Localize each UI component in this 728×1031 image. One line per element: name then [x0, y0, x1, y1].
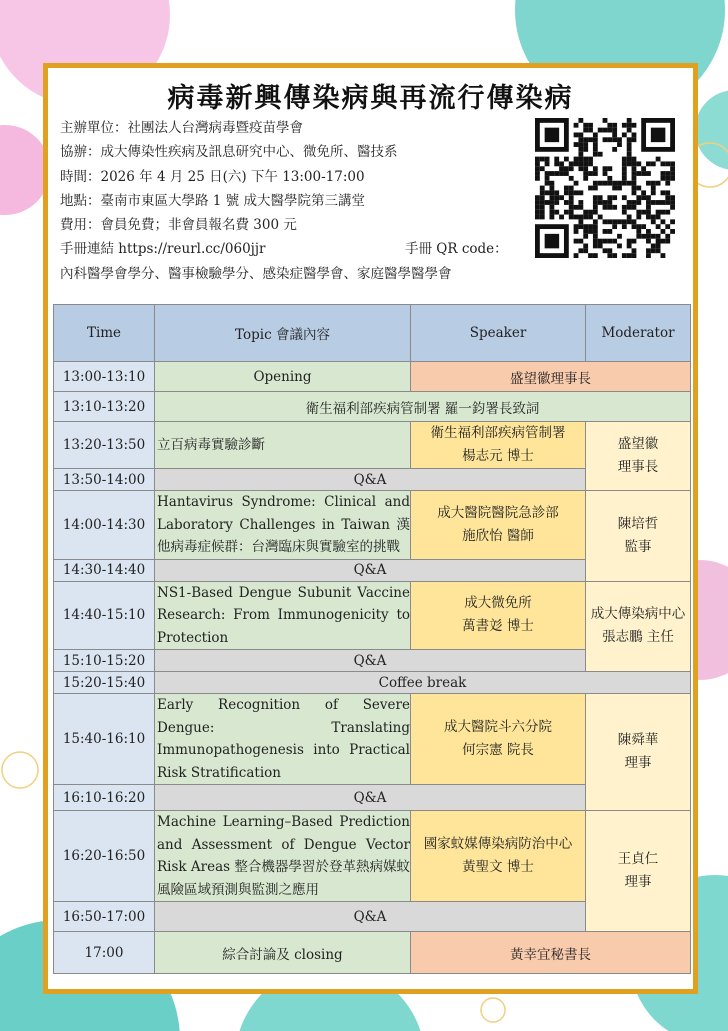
table-row	[54, 392, 691, 422]
table-row	[54, 672, 691, 694]
topic-cell: NS1-Based Dengue Subunit Vaccine Research: From Immunogenicity to Protection	[155, 581, 411, 650]
header-time: Time	[54, 305, 155, 362]
moderator-name: 王貞仁	[617, 851, 659, 867]
topic-cell: Opening	[155, 362, 411, 392]
time-cell: 13:20-13:50	[54, 422, 155, 469]
table-row	[54, 811, 691, 902]
qa-cell: Q&A	[155, 785, 586, 811]
table-row	[54, 362, 691, 392]
table-row	[54, 694, 691, 785]
moderator-title: 理事	[624, 755, 652, 771]
time-cell: 13:00-13:10	[54, 362, 155, 392]
time-cell: 14:30-14:40	[54, 559, 155, 581]
time-cell: 14:40-15:10	[54, 581, 155, 650]
event-info	[60, 116, 508, 286]
qa-cell: Q&A	[155, 902, 586, 932]
table-row	[54, 581, 691, 650]
break-cell: Coffee break	[155, 672, 691, 694]
qr-code-icon[interactable]	[535, 118, 675, 258]
topic-cell: Machine Learning–Based Prediction and Assessment of Dengue Vector Risk Areas 整合機器學習於登革熱病媒蚊風險區域預測與監測之應用	[155, 811, 411, 902]
moderator-cell	[586, 581, 691, 672]
moderator-title: 張志鵬 主任	[602, 629, 674, 646]
poster-frame	[43, 63, 698, 994]
organizer: 主辦單位：社團法人台灣病毒暨疫苗學會	[60, 120, 303, 136]
topic-cell: Early Recognition of Severe Dengue: Translating Immunopathogenesis into Practical Risk Stratification	[155, 694, 411, 785]
moderator-name: 成大傳染病中心	[590, 606, 686, 623]
speaker-affiliation: 成大醫院醫院急診部	[437, 504, 559, 521]
time-cell: 17:00	[54, 932, 155, 974]
time-cell: 16:10-16:20	[54, 785, 155, 811]
table-row	[54, 491, 691, 560]
time-cell: 14:00-14:30	[54, 491, 155, 560]
speaker-cell	[411, 811, 586, 902]
handbook-qr-label: 手冊 QR code：	[405, 241, 508, 258]
moderator-title: 理事長	[617, 459, 659, 475]
table-header-row	[54, 305, 691, 362]
poster-title: 病毒新興傳染病與再流行傳染病	[167, 83, 574, 114]
speaker-name: 萬書彣 博士	[462, 618, 534, 635]
moderator-title: 理事	[624, 874, 652, 890]
event-fee: 費用：會員免費；非會員報名費 300 元	[60, 217, 297, 234]
speaker-affiliation: 成大微免所	[464, 595, 532, 612]
speaker-cell	[411, 694, 586, 785]
speaker-affiliation: 衛生福利部疾病管制署	[430, 425, 566, 441]
moderator-cell	[586, 422, 691, 491]
topic-cell: 綜合討論及 closing	[155, 932, 411, 974]
speaker-cell	[411, 491, 586, 560]
moderator-cell	[586, 811, 691, 932]
speaker-name: 楊志元 博士	[462, 448, 534, 464]
speaker-cell	[411, 581, 586, 650]
speaker-name: 黃聖文 博士	[462, 859, 534, 875]
header-moderator: Moderator	[586, 305, 691, 362]
event-location: 地點：臺南市東區大學路 1 號 成大醫學院第三講堂	[60, 192, 365, 209]
time-cell: 15:10-15:20	[54, 650, 155, 672]
topic-cell: Hantavirus Syndrome: Clinical and Laboratory Challenges in Taiwan 漢他病毒症候群：台灣臨床與實驗室的挑戰	[155, 491, 411, 560]
handbook-link[interactable]: 手冊連結 https://reurl.cc/060jjr	[60, 241, 266, 258]
speaker-name: 何宗憲 院長	[462, 742, 534, 758]
time-cell: 16:50-17:00	[54, 902, 155, 932]
speaker-affiliation: 成大醫院斗六分院	[444, 719, 552, 735]
time-cell: 15:20-15:40	[54, 672, 155, 694]
event-time: 時間：2026 年 4 月 25 日(六) 下午 13:00-17:00	[60, 168, 365, 185]
credits: 內科醫學會學分、醫事檢驗學分、感染症醫學會、家庭醫學醫學會	[60, 265, 452, 282]
moderator-name: 陳培哲	[617, 515, 659, 532]
speaker-affiliation: 國家蚊媒傳染病防治中心	[423, 836, 573, 852]
header-topic: Topic 會議內容	[155, 305, 411, 362]
speaker-cell: 盛望徽理事長	[411, 362, 691, 392]
speaker-cell	[411, 422, 586, 469]
moderator-name: 盛望徽	[617, 436, 659, 452]
header-speaker: Speaker	[411, 305, 586, 362]
topic-cell: 立百病毒實驗診斷	[155, 422, 411, 469]
co-organizer: 協辦：成大傳染性疾病及訊息研究中心、微免所、醫技系	[60, 144, 398, 161]
qa-cell: Q&A	[155, 650, 586, 672]
agenda-table	[53, 304, 691, 974]
speaker-cell: 黃幸宜秘書長	[411, 932, 691, 974]
time-cell: 16:20-16:50	[54, 811, 155, 902]
moderator-name: 陳舜華	[617, 732, 659, 748]
topic-cell: 衛生福利部疾病管制署 羅一鈞署長致詞	[155, 392, 691, 422]
moderator-title: 監事	[624, 538, 652, 555]
table-row	[54, 932, 691, 974]
time-cell: 15:40-16:10	[54, 694, 155, 785]
qa-cell: Q&A	[155, 559, 586, 581]
speaker-name: 施欣怡 醫師	[462, 527, 534, 544]
qa-cell: Q&A	[155, 469, 586, 491]
time-cell: 13:50-14:00	[54, 469, 155, 491]
moderator-cell	[586, 491, 691, 582]
moderator-cell	[586, 694, 691, 811]
table-row	[54, 422, 691, 469]
time-cell: 13:10-13:20	[54, 392, 155, 422]
